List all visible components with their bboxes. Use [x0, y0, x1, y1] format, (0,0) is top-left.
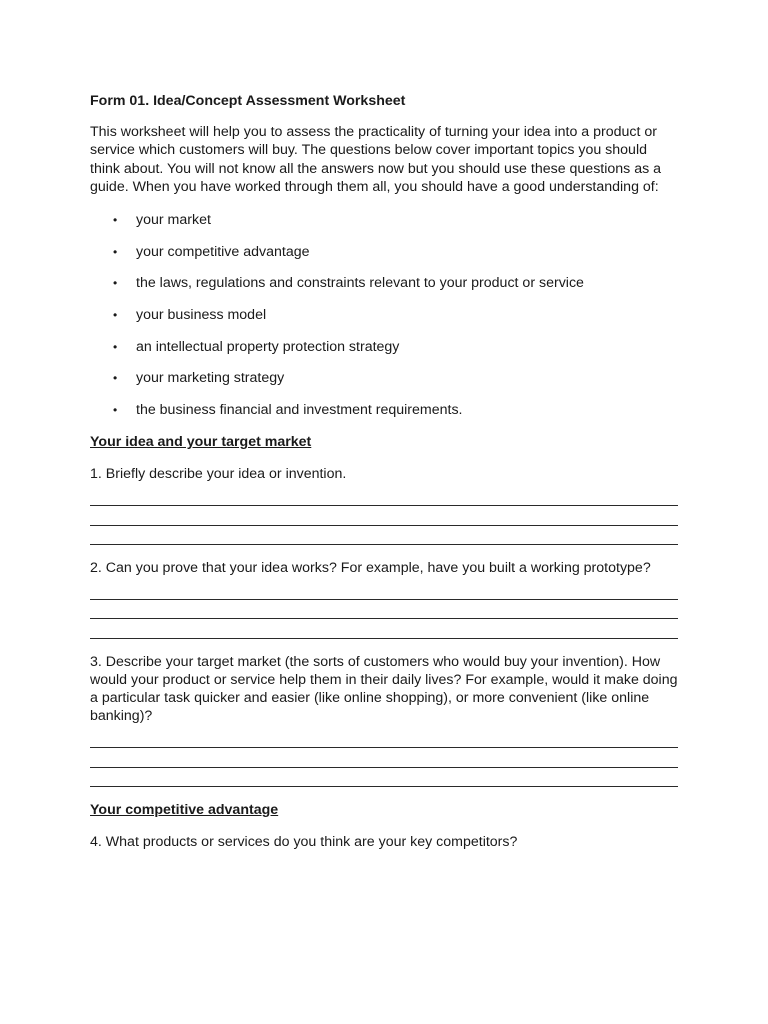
answer-line[interactable] [90, 729, 678, 749]
list-item [90, 306, 678, 324]
bullet-icon: • [113, 371, 118, 386]
understanding-list [90, 211, 678, 419]
list-item [90, 338, 678, 356]
section-heading-idea-target-market: Your idea and your target market [90, 434, 312, 451]
list-item [90, 243, 678, 261]
answer-line[interactable] [90, 768, 678, 788]
worksheet-title: Form 01. Idea/Concept Assessment Worksheet [90, 93, 406, 109]
question-3: 3. Describe your target market (the sorts of customers who would buy your invention). How would your product or service help them in their daily lives? For example, would it make doing a particular task quicker and easier (like online shopping), or more convenient (like online banking)? [90, 653, 678, 725]
list-item [90, 274, 678, 292]
list-item-text: your market [136, 212, 211, 229]
answer-line[interactable] [90, 526, 678, 546]
list-item-text: the business financial and investment requirements. [136, 402, 463, 419]
list-item-text: an intellectual property protection strategy [136, 338, 400, 355]
bullet-icon: • [113, 403, 118, 418]
bullet-icon: • [113, 244, 118, 259]
answer-line[interactable] [90, 600, 678, 620]
list-item [90, 401, 678, 419]
question-4: 4. What products or services do you think are your key competitors? [90, 834, 518, 851]
list-item-text: your competitive advantage [136, 243, 310, 260]
bullet-icon: • [113, 276, 118, 291]
worksheet-page [90, 92, 678, 851]
list-item-text: your business model [136, 307, 267, 324]
bullet-icon: • [113, 339, 118, 354]
question-1: 1. Briefly describe your idea or invention. [90, 466, 347, 483]
answer-line[interactable] [90, 487, 678, 507]
intro-paragraph: This worksheet will help you to assess the practicality of turning your idea into a product or service which customers will buy. The questions below cover important topics you should think about. You will not know all the answers now but you should use these questions as a guide. When you have worked through them all, you should have a good understanding of: [90, 124, 662, 195]
answer-field-1[interactable] [90, 487, 678, 546]
answer-line[interactable] [90, 580, 678, 600]
answer-field-3[interactable] [90, 729, 678, 788]
list-item [90, 211, 678, 229]
list-item-text: your marketing strategy [136, 370, 285, 387]
answer-field-2[interactable] [90, 580, 678, 639]
list-item-text: the laws, regulations and constraints relevant to your product or service [136, 275, 584, 292]
bullet-icon: • [113, 308, 118, 323]
answer-line[interactable] [90, 506, 678, 526]
answer-line[interactable] [90, 619, 678, 639]
section-heading-competitive-advantage: Your competitive advantage [90, 802, 279, 819]
list-item [90, 369, 678, 387]
bullet-icon: • [113, 213, 118, 228]
question-2: 2. Can you prove that your idea works? For example, have you built a working prototype? [90, 560, 651, 577]
answer-line[interactable] [90, 748, 678, 768]
